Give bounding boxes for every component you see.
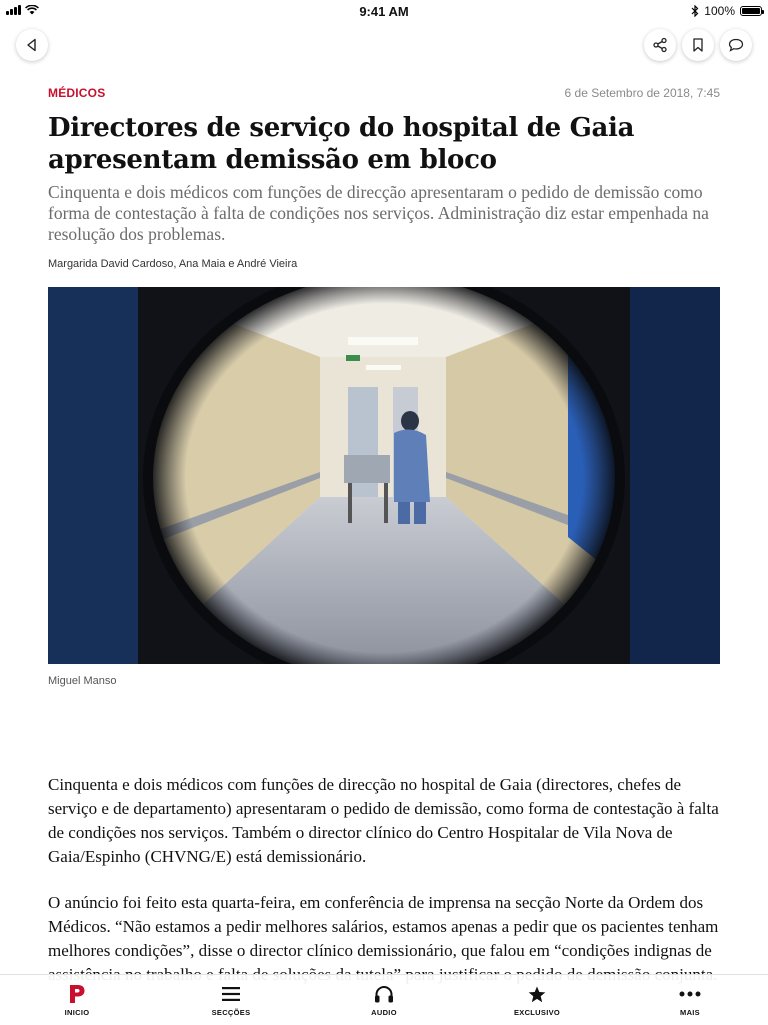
publico-logo-icon — [68, 984, 86, 1004]
tab-mais[interactable] — [650, 983, 730, 1017]
battery-percent: 100% — [704, 4, 735, 18]
tab-exclusivo[interactable] — [497, 983, 577, 1017]
status-bar — [0, 0, 768, 22]
more-icon — [679, 991, 701, 997]
article-headline: Directores de serviço do hospital de Gaia apresentam demissão em bloco — [48, 113, 635, 175]
photo-credit: Miguel Manso — [48, 675, 117, 687]
tab-label: SECÇÕES — [211, 1008, 251, 1017]
hospital-corridor-image — [48, 287, 720, 664]
tab-audio[interactable] — [344, 983, 424, 1017]
body-paragraph: O anúncio foi feito esta quarta-feira, em conferência de imprensa na secção Norte da Ordem dos Médicos. “Não estamos a pedir melhores salários, estamos apenas a pedir que os pacientes tenham melhores condições”, disse o director clínico demissionário, que falou em “condições indignas de — [48, 893, 719, 960]
back-arrow-icon — [24, 37, 40, 53]
star-icon — [528, 986, 546, 1003]
bluetooth-icon — [691, 5, 699, 17]
share-button[interactable] — [644, 29, 676, 61]
headphones-icon — [374, 985, 394, 1003]
tab-label: AUDIO — [371, 1008, 397, 1017]
bookmark-button[interactable] — [682, 29, 714, 61]
tab-label: INICIO — [64, 1008, 90, 1017]
menu-icon — [222, 987, 240, 1001]
article-photo — [48, 287, 720, 664]
article-meta — [48, 86, 720, 100]
tab-label: EXCLUSIVO — [513, 1008, 561, 1017]
bookmark-icon — [690, 37, 706, 53]
tab-seccoes[interactable] — [191, 983, 271, 1017]
tab-label: MAIS — [680, 1008, 700, 1017]
status-time: 9:41 AM — [359, 4, 409, 19]
comments-button[interactable] — [720, 29, 752, 61]
battery-icon — [740, 6, 762, 16]
section-tag[interactable]: MÉDICOS — [48, 86, 106, 100]
comment-icon — [728, 37, 744, 53]
status-right — [691, 4, 762, 18]
publish-date: 6 de Setembro de 2018, 7:45 — [564, 86, 720, 100]
back-button[interactable] — [16, 29, 48, 61]
body-paragraph: Cinquenta e dois médicos com funções de direcção no hospital de Gaia (directores, chefes de serviço e de departamento) apresentaram o pedido de demissão, como forma de contestação à falta de condições nos serviços. Também o director clínico do Centro Hospitalar de Vila Nova de Gaia/Espinho (CHVNG/E) está demissionário. — [48, 775, 719, 866]
article-authors: Margarida David Cardoso, Ana Maia e André Vieira — [48, 258, 298, 270]
share-icon — [652, 37, 668, 53]
tab-inicio[interactable] — [37, 983, 117, 1017]
article-lead: Cinquenta e dois médicos com funções de direcção apresentaram o pedido de demissão como forma de contestação à falta de condições nos serviços. Administração diz estar empenhada na resolução dos problemas. — [48, 182, 709, 244]
bottom-tab-bar — [0, 974, 768, 1025]
